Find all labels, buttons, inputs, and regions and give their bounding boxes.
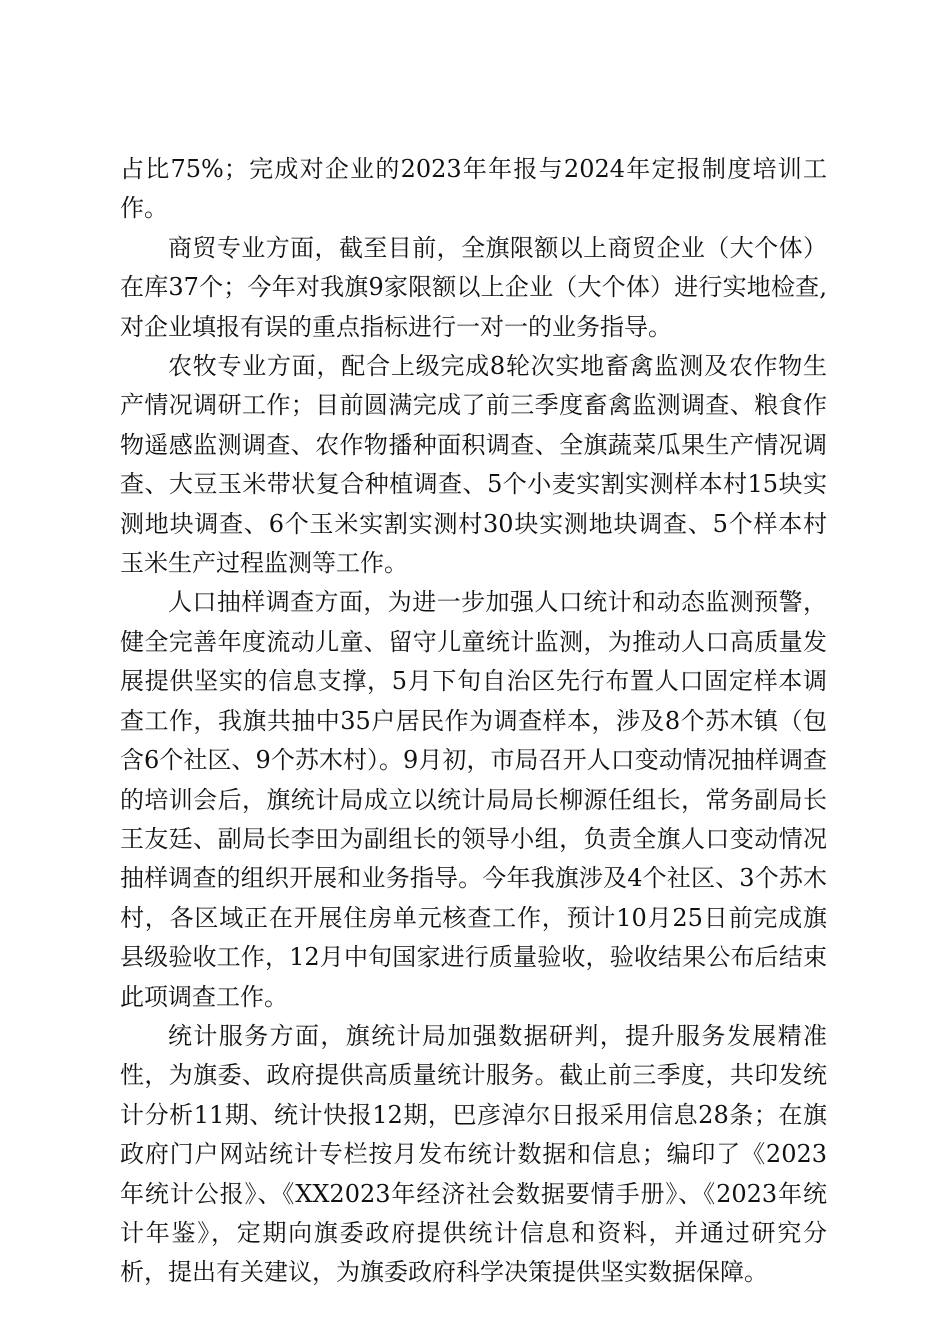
paragraph-agriculture: 农牧专业方面，配合上级完成8轮次实地畜禽监测及农作物生产情况调研工作；目前圆满完成了前三季度畜禽监测调查、粮食作物遥感监测调查、农作物播种面积调查、全旗蔬菜瓜果生产情况调查、大豆玉米带状复合种植调查、5个小麦实割实测样本村15块实测地块调查、6个玉米实割实测村30块实测地块调查、5个样本村玉米生产过程监测等工作。 — [120, 352, 827, 578]
document-body — [120, 150, 827, 1293]
paragraph-population-survey: 人口抽样调查方面，为进一步加强人口统计和动态监测预警，健全完善年度流动儿童、留守儿童统计监测，为推动人口高质量发展提供坚实的信息支撑，5月下旬自治区先行布置人口固定样本调查工作，我旗共抽中35户居民作为调查样本，涉及8个苏木镇（包含6个社区、9个苏木村）。9月初，市局召开人口变动情况抽样调查的培训会后，旗统计局成立以统计局局长柳源任组长，常务副局长王友廷、副局长李田为副组长的领导小组，负责全旗人口变动情况抽样调查的组织开展和业务指导。今年我旗涉及4个社区、3个苏木村，各区域正在开展住房单元核查工作，预计10月25日前完成旗县级验收工作，12月中旬国家进行质量验收，验收结果公布后结束此项调查工作。 — [120, 588, 827, 1011]
paragraph-statistical-services: 统计服务方面，旗统计局加强数据研判，提升服务发展精准性，为旗委、政府提供高质量统计服务。截止前三季度，共印发统计分析11期、统计快报12期，巴彦淖尔日报采用信息28条；在旗政府门户网站统计专栏按月发布统计数据和信息；编印了《2023年统计公报》、《XX2023年经济社会数据要情手册》、《2023年统计年鉴》，定期向旗委政府提供统计信息和资料，并通过研究分析，提出有关建议，为旗委政府科学决策提供坚实数据保障。 — [120, 1021, 827, 1287]
paragraph-commerce: 商贸专业方面，截至目前，全旗限额以上商贸企业（大个体）在库37个；今年对我旗9家限额以上企业（大个体）进行实地检查,对企业填报有误的重点指标进行一对一的业务指导。 — [120, 233, 827, 341]
paragraph-continuation: 占比75%；完成对企业的2023年年报与2024年定报制度培训工作。 — [120, 155, 827, 223]
